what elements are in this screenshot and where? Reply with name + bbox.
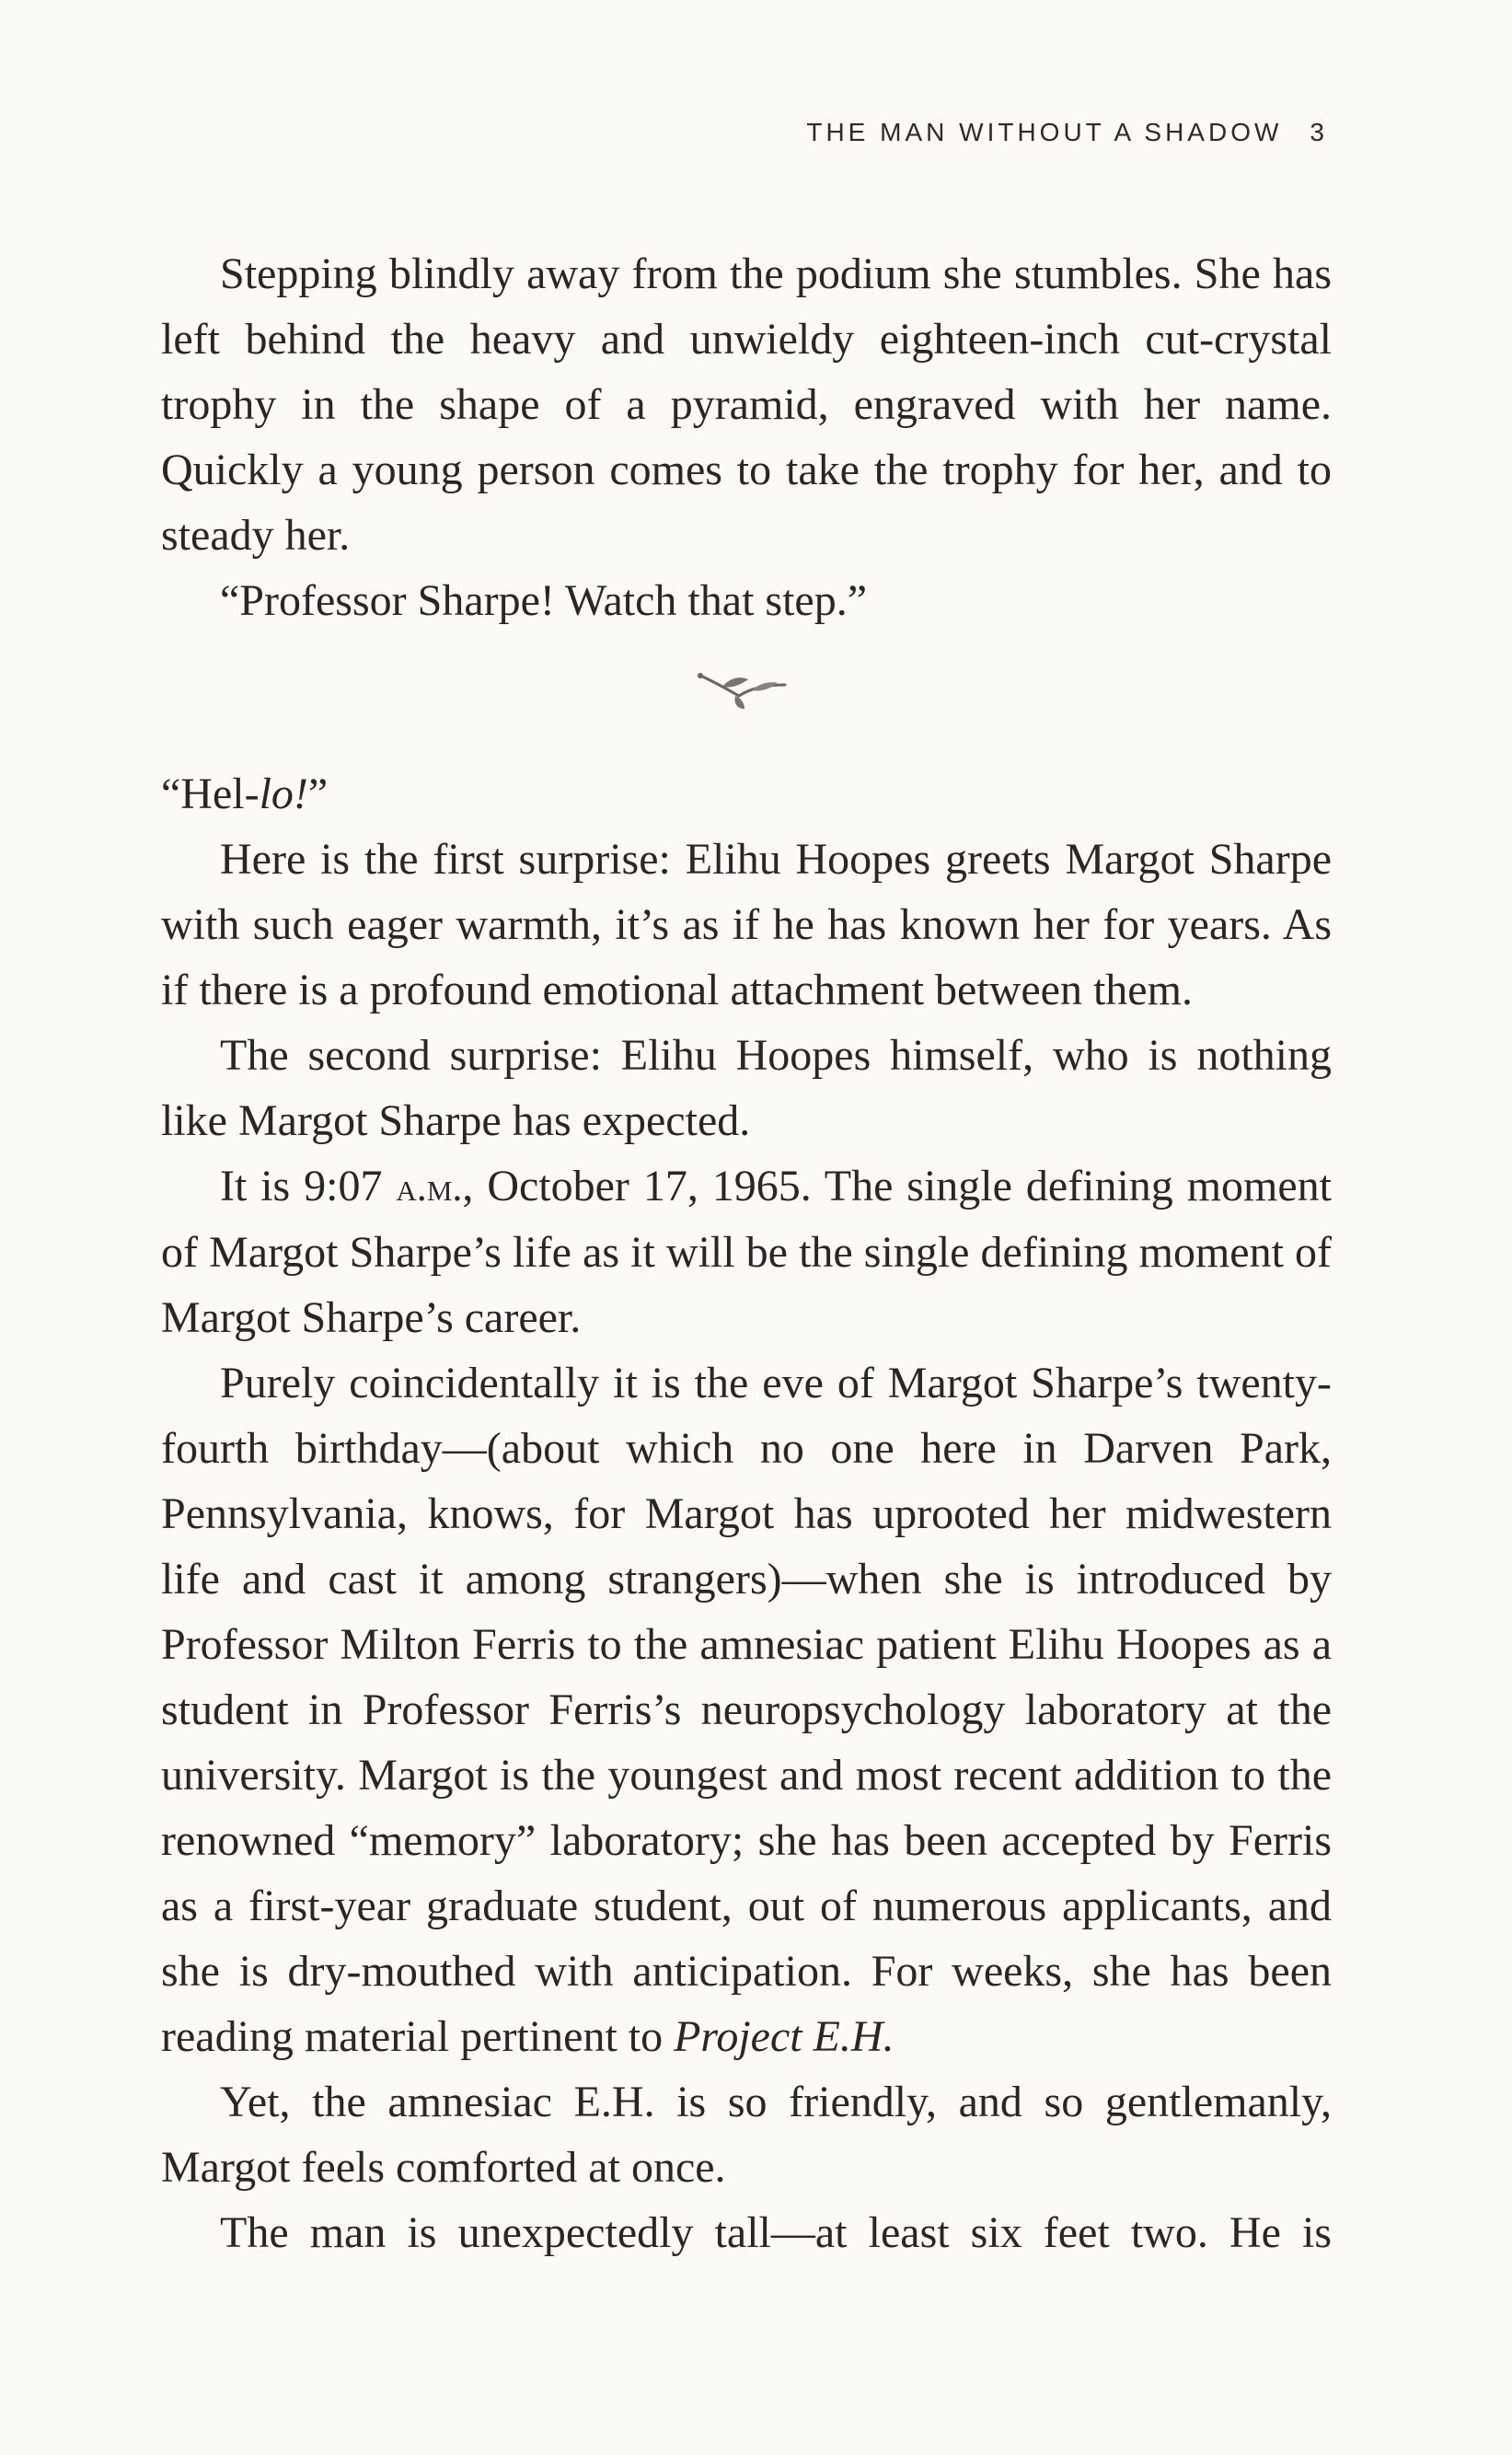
paragraph: Yet, the amnesiac E.H. is so friendly, and so gentlemanly, Margot feels comforted at once.	[161, 2078, 1332, 2192]
quote-close-text: ”	[307, 770, 329, 818]
quote-open-text: “Hel-	[161, 770, 260, 818]
paragraph: “Professor Sharpe! Watch that step.”	[220, 576, 868, 625]
paragraph: The man is unexpectedly tall—at least six feet two. He is	[220, 2208, 1332, 2257]
paragraph: The second surprise: Elihu Hoopes himself, who is nothing like Margot Sharpe has expected.	[161, 1031, 1332, 1145]
paragraph	[161, 761, 1332, 827]
paragraph-text: Purely coincidentally it is the eve of Margot Sharpe’s twenty-fourth birthday—(about which no one here in Darven Park, Pennsylvania, knows, for Margot has uprooted her midwestern life and cast it among strangers)—when she is introduced by Professor Milton Ferris to the amnesiac patient Elihu Hoopes as a student in Professor Ferris’s neuropsychology laboratory at the university. Margot is the youngest and most recent addition to the renowned “memory” laboratory; she has been accepted by Ferris as a first-year graduate student, out of numerous applicants, and she is dry-mouthed with anticipation. For weeks, she has been reading material pertinent to	[161, 1359, 1332, 2061]
section-one	[161, 241, 1332, 633]
italic-title: Project E.H.	[674, 2012, 895, 2061]
paragraph	[161, 1153, 1332, 1350]
leaf-flourish-icon	[695, 668, 791, 711]
italic-text: lo!	[259, 770, 308, 818]
paragraph: Here is the first surprise: Elihu Hoopes greets Margot Sharpe with such eager warmth, it’s as if he has known her for years. As if there is a profound emotional attachment between them.	[161, 835, 1332, 1014]
time-suffix: a.m.	[396, 1164, 463, 1210]
page-number: 3	[1310, 118, 1324, 146]
paragraph-text: , October 17, 1965. The single defining moment of Margot Sharpe’s life as it will be the single defining moment of Margot Sharpe’s career.	[161, 1162, 1333, 1342]
paragraph	[161, 1350, 1332, 2069]
paragraph: Stepping blindly away from the podium she stumbles. She has left behind the heavy and unwieldy eighteen-inch cut-crystal trophy in the shape of a pyramid, engraved with her name. Quickly a young person comes to take the trophy for her, and to steady her.	[161, 249, 1332, 560]
running-title: THE MAN WITHOUT A SHADOW	[806, 118, 1283, 146]
section-two	[161, 761, 1332, 2265]
running-head	[806, 118, 1324, 147]
paragraph-text: It is 9:07	[220, 1162, 397, 1210]
